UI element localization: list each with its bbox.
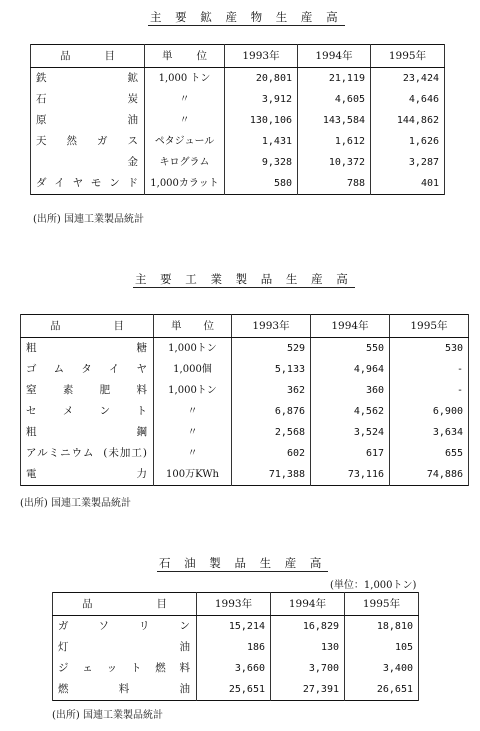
table-row	[53, 637, 419, 658]
item-label-part: ェ	[82, 662, 94, 674]
item-label-part: ト	[136, 405, 148, 417]
value-cell-y2: 1,612	[298, 131, 371, 152]
header-label-part: 位	[196, 50, 207, 62]
header-label-part: 目	[104, 50, 115, 62]
table-row	[31, 89, 445, 110]
header-row	[53, 593, 419, 616]
value-cell-y1: 5,133	[232, 359, 311, 380]
petroleum-unit-note: (単位：1,000トン)	[330, 580, 417, 591]
column-header-y2: 1994年	[271, 593, 345, 616]
column-header-y1: 1993年	[197, 593, 271, 616]
value-cell-y3: -	[390, 380, 469, 401]
item-label-part: (未加工)	[103, 447, 148, 459]
column-header-item	[21, 315, 154, 338]
column-header-y2: 1994年	[298, 45, 371, 68]
item-label	[58, 679, 191, 700]
item-label-part: 糖	[136, 342, 148, 354]
value-cell-y1: 3,660	[197, 658, 271, 679]
item-label-part: 電	[26, 468, 38, 480]
value-cell-y1: 2,568	[232, 422, 311, 443]
unit-cell: 100万KWh	[154, 464, 232, 486]
item-label-part: 窒	[26, 384, 38, 396]
header-row	[31, 45, 445, 68]
value-cell-y2: 788	[298, 173, 371, 195]
value-cell-y3: 18,810	[345, 616, 419, 638]
item-label	[26, 422, 148, 443]
item-cell	[21, 443, 154, 464]
header-label-part: 単	[162, 50, 173, 62]
item-label	[36, 89, 139, 110]
item-label-part: ン	[179, 620, 191, 632]
value-cell-y2: 130	[271, 637, 345, 658]
petroleum-table	[52, 592, 419, 701]
item-cell	[21, 338, 154, 360]
value-cell-y3: 4,646	[371, 89, 445, 110]
item-label-part: 油	[179, 641, 191, 653]
item-cell	[53, 637, 197, 658]
item-cell	[53, 616, 197, 638]
table-row	[53, 679, 419, 701]
column-header-unit	[145, 45, 225, 68]
item-label-part: 力	[136, 468, 148, 480]
value-cell-y3: 74,886	[390, 464, 469, 486]
petroleum-source: (出所) 国連工業製品統計	[52, 710, 163, 721]
item-label-part: モ	[90, 177, 103, 189]
item-label-part: 石	[36, 93, 48, 105]
table-row	[31, 152, 445, 173]
value-cell-y2: 16,829	[271, 616, 345, 638]
column-header-y3: 1995年	[371, 45, 445, 68]
item-label	[26, 443, 148, 464]
value-cell-y2: 10,372	[298, 152, 371, 173]
item-label	[36, 173, 139, 194]
value-cell-y3: 1,626	[371, 131, 445, 152]
value-cell-y2: 360	[311, 380, 390, 401]
header-label-part: 品	[60, 50, 71, 62]
item-cell	[31, 173, 145, 195]
header-row	[21, 315, 469, 338]
unit-cell: 1,000トン	[154, 380, 232, 401]
value-cell-y1: 25,651	[197, 679, 271, 701]
column-header-item	[53, 593, 197, 616]
item-label-part: ス	[127, 135, 139, 147]
item-label	[26, 464, 148, 485]
value-cell-y3: 26,651	[345, 679, 419, 701]
item-cell	[31, 110, 145, 131]
value-cell-y3: 6,900	[390, 401, 469, 422]
value-cell-y2: 550	[311, 338, 390, 360]
item-label-part: 粗	[26, 426, 38, 438]
item-label-part: 鋼	[136, 426, 148, 438]
item-label-part: ガ	[58, 620, 70, 632]
item-label-part: タ	[81, 363, 93, 375]
header-label-part: 品	[82, 598, 93, 610]
item-label-part: 肥	[99, 384, 112, 396]
industrial-title: 主 要 工 業 製 品 生 産 高	[135, 272, 353, 286]
item-label-part: ム	[53, 363, 66, 375]
item-cell	[31, 152, 145, 173]
table-row	[31, 68, 445, 90]
value-cell-y1: 15,214	[197, 616, 271, 638]
column-header-y1: 1993年	[225, 45, 298, 68]
value-cell-y1: 1,431	[225, 131, 298, 152]
item-label-part: ゴ	[26, 363, 38, 375]
industrial-source: (出所) 国連工業製品統計	[20, 498, 131, 509]
item-cell	[21, 464, 154, 486]
petroleum-title: 石 油 製 品 生 産 高	[159, 556, 327, 570]
item-cell	[31, 89, 145, 110]
item-label-part: セ	[26, 405, 38, 417]
header-label-part: 目	[113, 320, 124, 332]
item-label-part: 鉱	[127, 72, 139, 84]
value-cell-y2: 3,700	[271, 658, 345, 679]
item-label	[26, 359, 148, 380]
table-row	[21, 464, 469, 486]
value-cell-y3: 105	[345, 637, 419, 658]
value-cell-y2: 617	[311, 443, 390, 464]
value-cell-y2: 4,964	[311, 359, 390, 380]
item-label-part: リ	[139, 620, 151, 632]
item-label-part: イ	[54, 177, 66, 189]
industrial-table	[20, 314, 469, 486]
value-cell-y3: 530	[390, 338, 469, 360]
table-row	[21, 443, 469, 464]
mineral-source: (出所) 国連工業製品統計	[33, 214, 144, 225]
value-cell-y3: 3,634	[390, 422, 469, 443]
item-cell	[21, 359, 154, 380]
item-cell	[53, 679, 197, 701]
item-cell	[21, 422, 154, 443]
unit-cell: 〃	[154, 422, 232, 443]
item-label-part: イ	[108, 363, 121, 375]
item-label-part: 然	[66, 135, 78, 147]
unit-cell: 〃	[154, 401, 232, 422]
value-cell-y2: 143,584	[298, 110, 371, 131]
header-label-part: 位	[203, 320, 214, 332]
item-label-part: 燃	[58, 683, 70, 695]
item-label-part: ン	[99, 405, 112, 417]
item-label	[26, 401, 148, 422]
unit-cell: キログラム	[145, 152, 225, 173]
value-cell-y1: 20,801	[225, 68, 298, 90]
item-label	[58, 658, 191, 679]
table-row	[53, 658, 419, 679]
item-label-part: ガ	[97, 135, 109, 147]
item-label-part: ン	[109, 177, 121, 189]
unit-cell: 〃	[154, 443, 232, 464]
value-cell-y1: 9,328	[225, 152, 298, 173]
item-label-part: 鉄	[36, 72, 48, 84]
table-row	[53, 616, 419, 638]
item-label	[36, 68, 139, 89]
item-cell	[31, 68, 145, 90]
item-label-part: 燃	[155, 662, 167, 674]
value-cell-y3: 401	[371, 173, 445, 195]
value-cell-y1: 130,106	[225, 110, 298, 131]
item-label-part: 炭	[127, 93, 139, 105]
unit-cell: 1,000 トン	[145, 68, 225, 90]
value-cell-y2: 21,119	[298, 68, 371, 90]
item-cell	[21, 380, 154, 401]
unit-cell: 1,000トン	[154, 338, 232, 360]
item-label-part: アルミニウム	[26, 447, 95, 459]
header-label-part: 単	[171, 320, 182, 332]
item-label-part: 原	[36, 114, 48, 126]
unit-cell: 〃	[145, 110, 225, 131]
item-label-part: 素	[62, 384, 75, 396]
value-cell-y1: 602	[232, 443, 311, 464]
value-cell-y1: 580	[225, 173, 298, 195]
item-label-part: 料	[136, 384, 148, 396]
table-row	[21, 338, 469, 360]
value-cell-y3: -	[390, 359, 469, 380]
item-label	[36, 110, 139, 131]
table-row	[31, 173, 445, 195]
table-row	[21, 422, 469, 443]
item-cell	[21, 401, 154, 422]
value-cell-y2: 3,524	[311, 422, 390, 443]
table-row	[21, 401, 469, 422]
item-label	[58, 616, 191, 637]
item-label-part: ド	[127, 177, 139, 189]
value-cell-y1: 186	[197, 637, 271, 658]
item-label-part: 料	[118, 683, 131, 695]
table-row	[21, 380, 469, 401]
unit-cell: 〃	[145, 89, 225, 110]
item-label	[26, 380, 148, 401]
value-cell-y3: 3,400	[345, 658, 419, 679]
item-cell	[53, 658, 197, 679]
value-cell-y2: 4,562	[311, 401, 390, 422]
column-header-item	[31, 45, 145, 68]
item-label	[36, 131, 139, 152]
item-label-part: 料	[179, 662, 191, 674]
column-header-y3: 1995年	[345, 593, 419, 616]
item-cell	[31, 131, 145, 152]
value-cell-y3: 144,862	[371, 110, 445, 131]
item-label-part: 灯	[58, 641, 70, 653]
item-label-part: ッ	[106, 662, 119, 674]
item-label	[26, 338, 148, 359]
item-label-part: ヤ	[72, 177, 85, 189]
header-label-part: 品	[50, 320, 61, 332]
column-header-y3: 1995年	[390, 315, 469, 338]
value-cell-y2: 73,116	[311, 464, 390, 486]
table-row	[31, 110, 445, 131]
item-label-part: ジ	[58, 662, 70, 674]
item-label-part: 粗	[26, 342, 38, 354]
value-cell-y1: 529	[232, 338, 311, 360]
table-row	[31, 131, 445, 152]
item-label-part: ト	[130, 662, 143, 674]
item-label-part: ヤ	[136, 363, 148, 375]
column-header-y1: 1993年	[232, 315, 311, 338]
value-cell-y1: 71,388	[232, 464, 311, 486]
table-row	[21, 359, 469, 380]
item-label-part: メ	[62, 405, 75, 417]
header-label-part: 目	[156, 598, 167, 610]
value-cell-y2: 27,391	[271, 679, 345, 701]
item-label-part: 油	[127, 114, 139, 126]
value-cell-y1: 3,912	[225, 89, 298, 110]
value-cell-y3: 3,287	[371, 152, 445, 173]
item-label: 金	[127, 156, 139, 168]
column-header-y2: 1994年	[311, 315, 390, 338]
value-cell-y3: 655	[390, 443, 469, 464]
item-label-part: ダ	[36, 177, 48, 189]
mineral-title: 主 要 鉱 産 物 生 産 高	[150, 10, 343, 24]
column-header-unit	[154, 315, 232, 338]
value-cell-y1: 362	[232, 380, 311, 401]
item-label	[58, 637, 191, 658]
unit-cell: 1,000カラット	[145, 173, 225, 195]
item-label-part: ソ	[98, 620, 110, 632]
item-label-part: 油	[179, 683, 191, 695]
item-label-part: 天	[36, 135, 48, 147]
unit-cell: 1,000個	[154, 359, 232, 380]
unit-cell: ペタジュール	[145, 131, 225, 152]
mineral-table	[30, 44, 445, 195]
value-cell-y2: 4,605	[298, 89, 371, 110]
value-cell-y1: 6,876	[232, 401, 311, 422]
value-cell-y3: 23,424	[371, 68, 445, 90]
